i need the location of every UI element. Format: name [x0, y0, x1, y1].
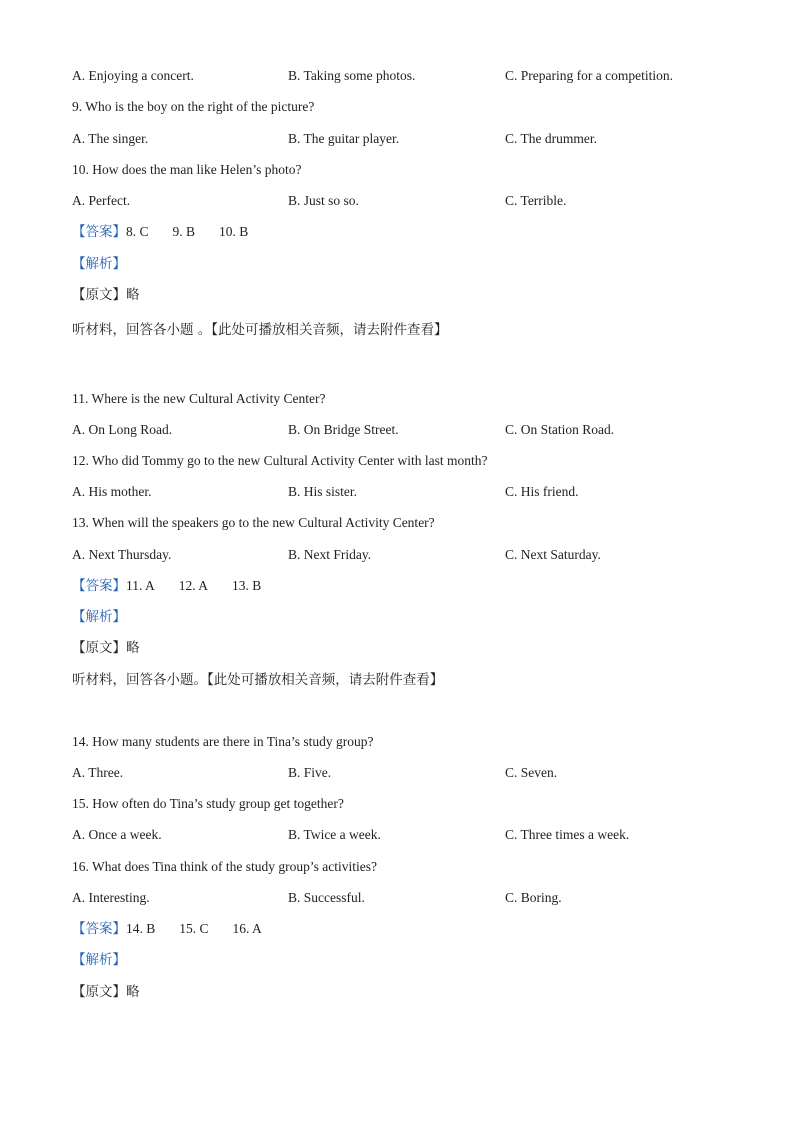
question-14-stem: 14. How many students are there in Tina’s study group?: [72, 734, 374, 749]
answer-item: 8. C: [126, 224, 149, 239]
option-c: C. His friend.: [505, 484, 579, 499]
answer-item: 16. A: [232, 921, 262, 936]
answer-item: 15. C: [179, 921, 209, 936]
option-b: B. The guitar player.: [288, 131, 400, 146]
answer-item: 14. B: [126, 921, 156, 936]
original-text: 【原文】略: [72, 287, 140, 303]
answer-label: 【答案】: [72, 578, 126, 594]
option-a: A. His mother.: [72, 484, 152, 499]
question-11-stem: 11. Where is the new Cultural Activity Center?: [72, 391, 326, 406]
answer-label: 【答案】: [72, 224, 126, 240]
option-a: A. On Long Road.: [72, 422, 173, 437]
audio-instruction: 听材料，回答各小题 。【此处可播放相关音频，请去附件查看】: [72, 322, 448, 338]
option-b: B. Five.: [288, 765, 332, 780]
option-b: B. Successful.: [288, 890, 365, 905]
answer-item: 12. A: [178, 578, 209, 593]
answer-line: [72, 575, 261, 597]
question-16-stem: 16. What does Tina think of the study group’s activities?: [72, 859, 377, 874]
analysis-label: 【解析】: [72, 256, 126, 272]
question-15-stem: 15. How often do Tina’s study group get together?: [72, 796, 344, 811]
answer-item: 11. A: [126, 578, 155, 593]
analysis-label: 【解析】: [72, 952, 126, 968]
option-a: A. Three.: [72, 765, 124, 780]
option-c: C. Seven.: [505, 765, 558, 780]
option-b: B. His sister.: [288, 484, 358, 499]
option-a: A. Perfect.: [72, 193, 131, 208]
option-a: A. Next Thursday.: [72, 547, 172, 562]
analysis-label: 【解析】: [72, 609, 126, 625]
option-c: C. Preparing for a competition.: [505, 68, 673, 83]
option-b: B. Twice a week.: [288, 827, 381, 842]
option-a: A. Interesting.: [72, 890, 150, 905]
option-a: A. Enjoying a concert.: [72, 68, 194, 83]
original-text: 【原文】略: [72, 640, 140, 656]
answer-line: [72, 221, 248, 243]
answer-item: 10. B: [219, 224, 249, 239]
option-c: C. Three times a week.: [505, 827, 630, 842]
question-10-stem: 10. How does the man like Helen’s photo?: [72, 162, 302, 177]
option-a: A. Once a week.: [72, 827, 162, 842]
option-c: C. Next Saturday.: [505, 547, 601, 562]
option-a: A. The singer.: [72, 131, 149, 146]
answer-item: 9. B: [172, 224, 196, 239]
answer-line: [72, 918, 262, 940]
option-b: B. Taking some photos.: [288, 68, 416, 83]
question-13-stem: 13. When will the speakers go to the new Cultural Activity Center?: [72, 515, 435, 530]
option-b: B. Just so so.: [288, 193, 359, 208]
audio-instruction: 听材料，回答各小题。【此处可播放相关音频，请去附件查看】: [72, 672, 444, 688]
original-text: 【原文】略: [72, 984, 140, 1000]
option-c: C. The drummer.: [505, 131, 597, 146]
answer-label: 【答案】: [72, 921, 126, 937]
option-c: C. Terrible.: [505, 193, 567, 208]
answer-item: 13. B: [232, 578, 262, 593]
option-b: B. Next Friday.: [288, 547, 372, 562]
option-c: C. Boring.: [505, 890, 562, 905]
option-b: B. On Bridge Street.: [288, 422, 399, 437]
question-9-stem: 9. Who is the boy on the right of the picture?: [72, 99, 315, 114]
option-c: C. On Station Road.: [505, 422, 615, 437]
question-12-stem: 12. Who did Tommy go to the new Cultural Activity Center with last month?: [72, 453, 488, 468]
